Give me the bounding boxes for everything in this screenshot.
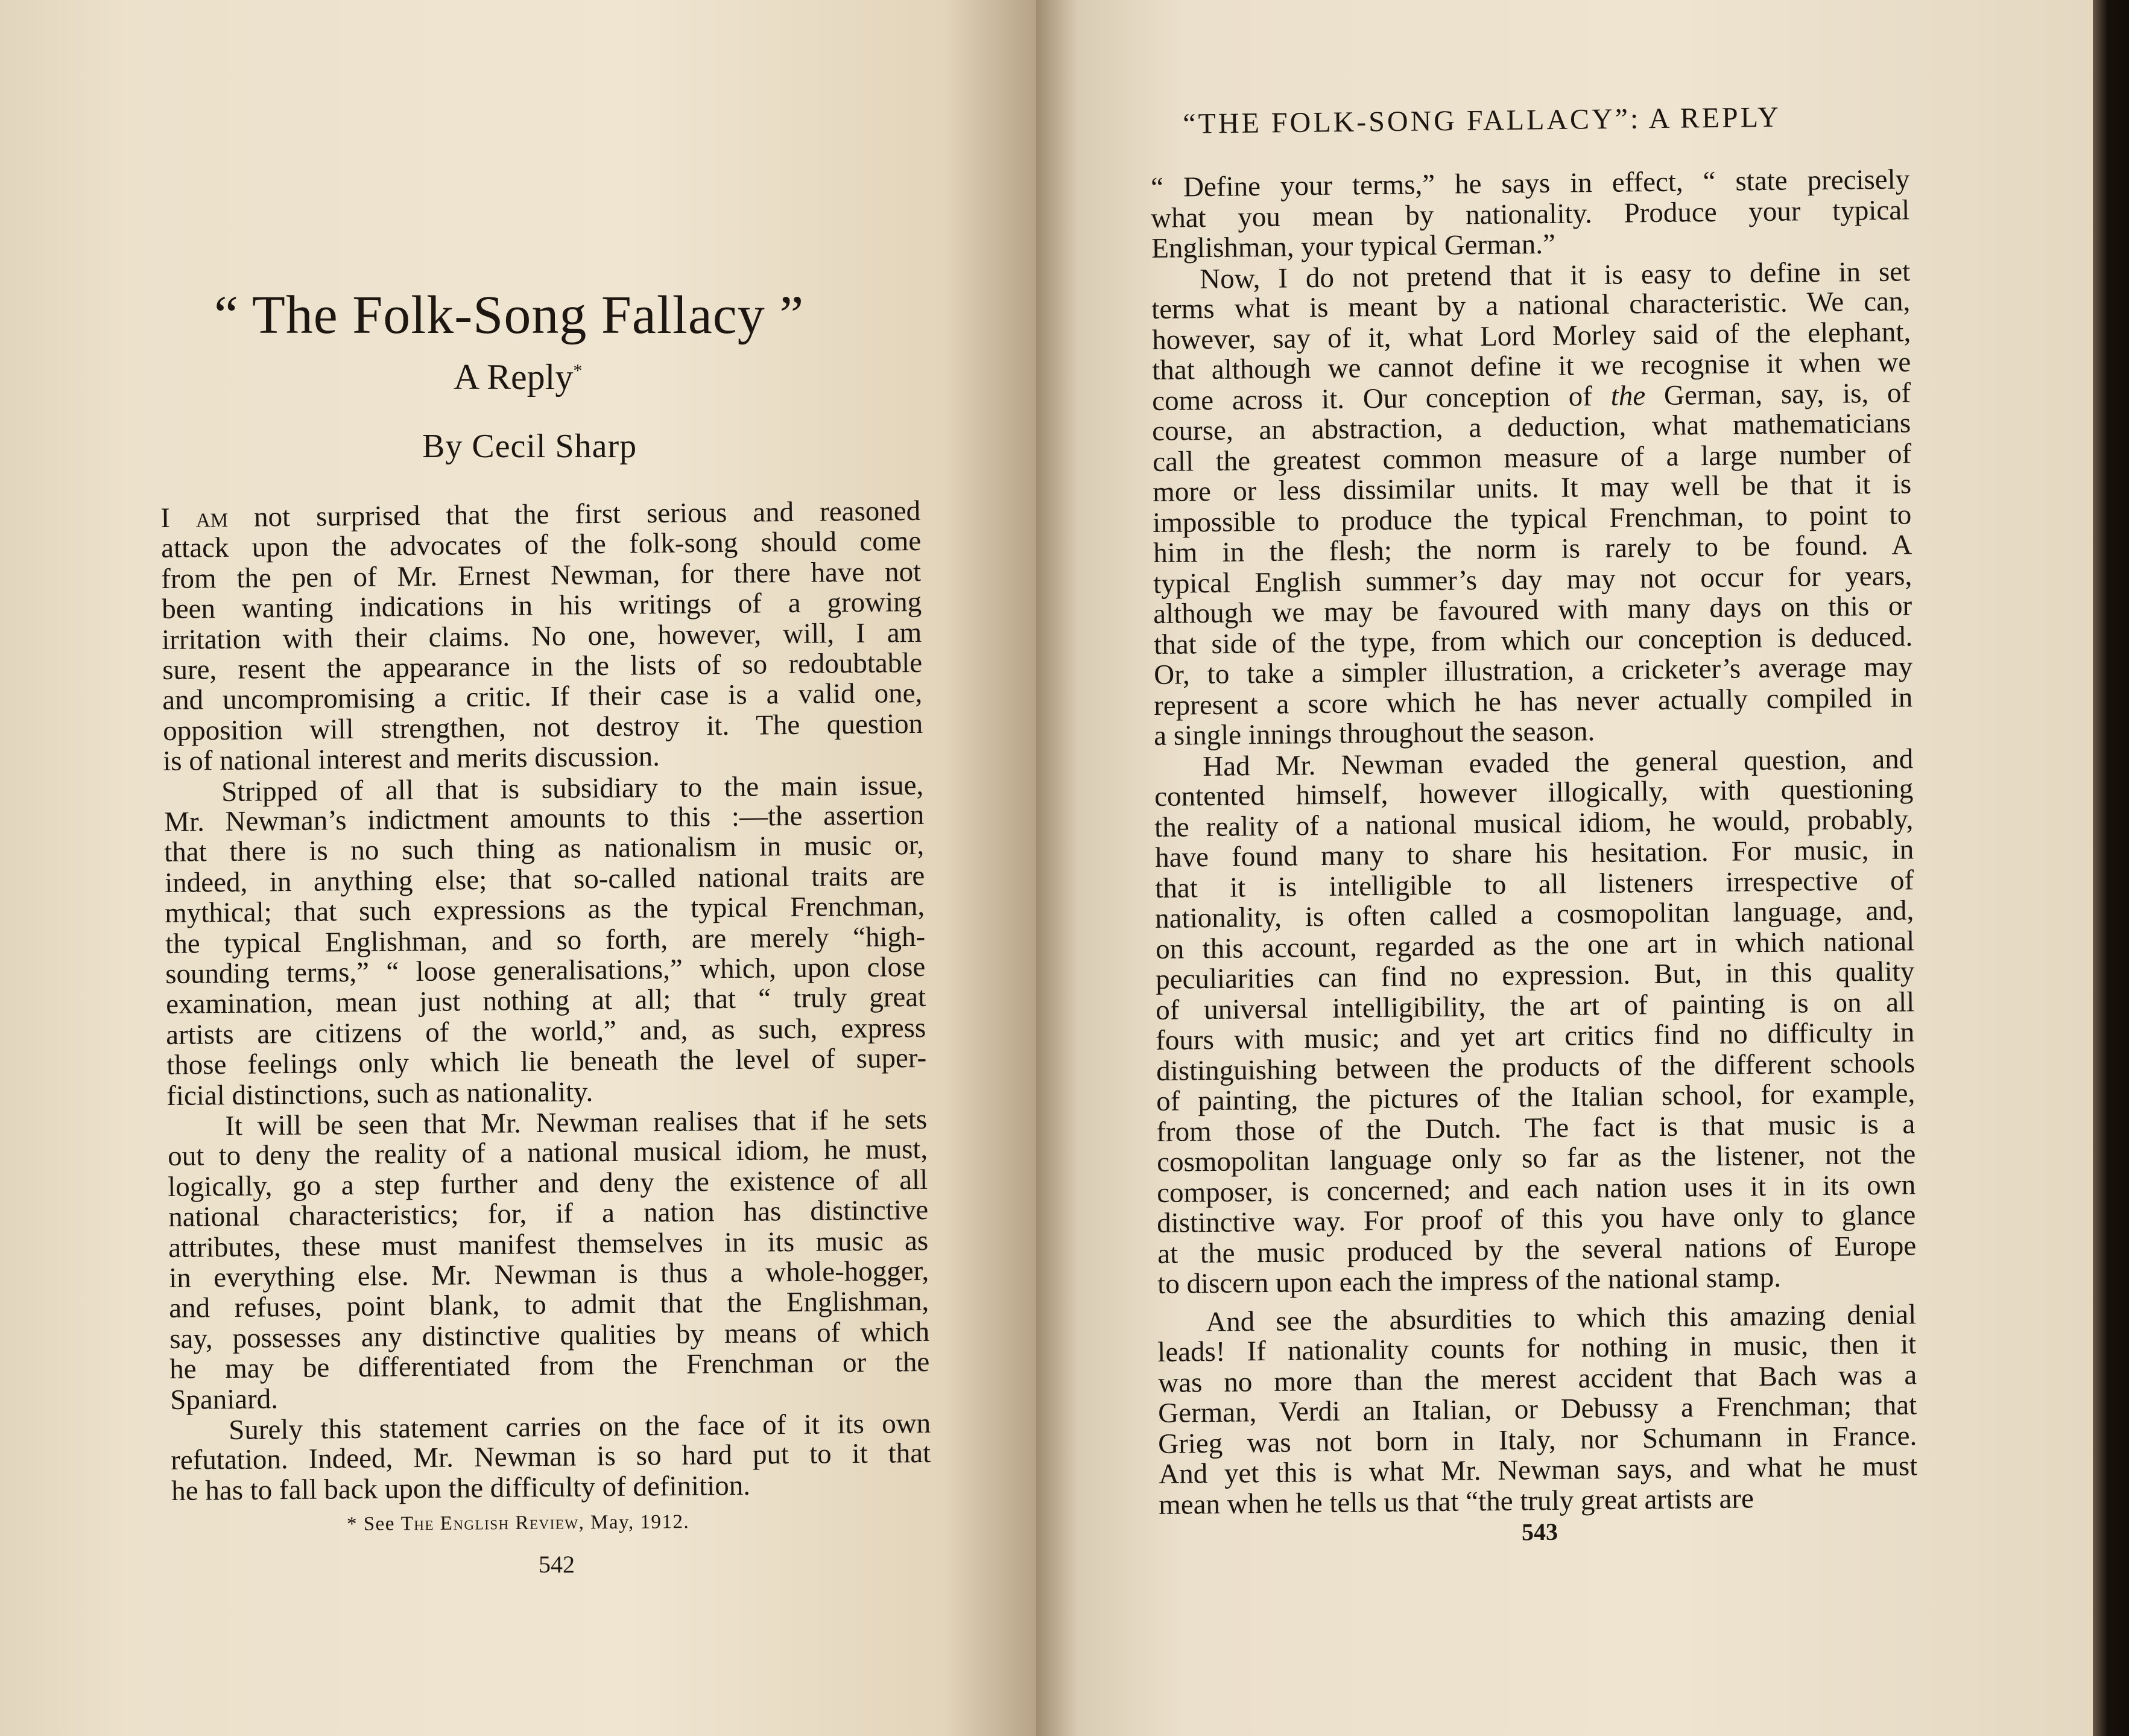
text-line: have found many to share his hesitation. For music, in <box>1154 834 1914 873</box>
text-line: Or, to take a simpler illustration, a cricketer’s average may <box>1153 651 1913 691</box>
text-line: Spaniard. <box>169 1383 279 1416</box>
book-edge <box>2093 0 2129 1736</box>
text-line: call the greatest common measure of a large number of <box>1152 437 1912 478</box>
text-line: he may be differentiated from the Frenchman or the <box>169 1346 930 1386</box>
article-title: “ The Folk-Song Fallacy ” <box>214 285 805 345</box>
text-line: however, say of it, what Lord Morley said of the elephant, <box>1151 315 1911 356</box>
text-line: distinguishing between the products of the different schools <box>1156 1047 1915 1087</box>
article-subtitle: A Reply* <box>454 357 583 397</box>
text-line: of painting, the pictures of the Italian school, for example, <box>1156 1077 1915 1117</box>
text-line: typical English summer’s day may not occur for years, <box>1153 559 1912 600</box>
text-line: a single innings throughout the season. <box>1154 715 1595 752</box>
text-line: mean when he tells us that “the truly great artists are <box>1158 1482 1754 1521</box>
text-line: artists are citizens of the world,” and, as such, express <box>166 1012 926 1051</box>
text-line: contented himself, however illogically, with questioning <box>1154 773 1914 813</box>
footnote: * See The English Review, May, 1912. <box>346 1511 690 1535</box>
text-line: Now, I do not pretend that it is easy to define in set <box>1199 255 1911 295</box>
text-line: and uncompromising a critic. If their case is a valid one, <box>162 677 923 717</box>
author-byline: By Cecil Sharp <box>422 428 637 465</box>
text-line: impossible to produce the typical Frenchman, to point to <box>1153 498 1912 539</box>
running-header: “THE FOLK-SONG FALLACY”: A REPLY <box>1183 101 1782 140</box>
text-line: represent a score which he has never actually compiled in <box>1154 681 1913 721</box>
text-line: that side of the type, from which our conception is deduced. <box>1153 620 1912 661</box>
text-line: and refuses, point blank, to admit that the Englishman, <box>169 1285 929 1325</box>
text-line: distinctive way. For proof of this you have only to glance <box>1157 1199 1916 1239</box>
text-line: I am not surprised that the first serious and reasoned <box>160 495 921 534</box>
text-line: been wanting indications in his writings of a growing <box>161 586 922 626</box>
text-line: cosmopolitan language only so far as the listener, not the <box>1156 1138 1916 1178</box>
text-line: what you mean by nationality. Produce your typical <box>1151 194 1910 234</box>
text-line: come across it. Our conception of the German, say, is, of <box>1152 376 1911 417</box>
text-line: irritation with their claims. No one, however, will, I am <box>162 616 922 656</box>
text-line: “ Define your terms,” he says in effect, “ state precisely <box>1150 163 1910 203</box>
text-line: It will be seen that Mr. Newman realises that if he sets <box>224 1103 928 1142</box>
text-line: in everything else. Mr. Newman is thus a whole-hogger, <box>168 1255 929 1294</box>
text-line: Mr. Newman’s indictment amounts to this :—the assertion <box>163 799 924 838</box>
text-line: Had Mr. Newman evaded the general question, and <box>1202 743 1914 782</box>
text-line: sounding terms,” “ loose generalisations,” which, upon close <box>165 951 926 990</box>
text-line: leads! If nationality counts for nothing in music, then it <box>1157 1328 1917 1368</box>
text-line: to discern upon each the impress of the national stamp. <box>1157 1261 1782 1300</box>
text-line: from the pen of Mr. Ernest Newman, for there have not <box>161 556 922 595</box>
footnote-mark: * <box>573 361 583 381</box>
text-line: Surely this statement carries on the face of it its own <box>228 1407 931 1446</box>
text-line: Englishman, your typical German.” <box>1151 228 1555 264</box>
text-line: of universal intelligibility, the art of painting is on all <box>1156 986 1915 1026</box>
text-line: composer, is concerned; and each nation uses it in its own <box>1156 1168 1916 1209</box>
text-line: more or less dissimilar units. It may well be that it is <box>1152 468 1912 508</box>
text-line: opposition will strengthen, not destroy it. The question <box>162 708 923 747</box>
text-line: Stripped of all that is subsidiary to the main issue, <box>221 769 924 808</box>
text-line: nationality, is often called a cosmopolitan language, and, <box>1155 895 1914 934</box>
text-line: ficial distinctions, such as nationality. <box>166 1075 593 1112</box>
text-line: national characteristics; for, if a nation has distinctive <box>168 1194 929 1234</box>
text-line: him in the flesh; the norm is rarely to be found. A <box>1153 529 1912 569</box>
text-line: German, Verdi an Italian, or Debussy a Frenchman; that <box>1157 1389 1917 1429</box>
text-line: on this account, regarded as the one art in which national <box>1155 925 1914 965</box>
left-page <box>0 0 1048 1736</box>
text-line: those feelings only which lie beneath the level of super- <box>166 1042 927 1082</box>
text-line: mythical; that such expressions as the typical Frenchman, <box>165 890 925 930</box>
text-line: terms what is meant by a national characteristic. We can, <box>1151 285 1911 325</box>
text-line: out to deny the reality of a national musical idiom, he must, <box>167 1133 928 1173</box>
text-line: fours with music; and yet art critics find no difficulty in <box>1156 1016 1915 1056</box>
right-page <box>1036 0 2093 1736</box>
text-line: And see the absurdities to which this amazing denial <box>1206 1298 1917 1338</box>
text-line: he has to fall back upon the difficulty of definition. <box>171 1469 750 1507</box>
text-line: is of national interest and merits discussion. <box>163 741 660 778</box>
text-line: the typical Englishman, and so forth, are merely “high- <box>165 920 926 960</box>
text-line: that although we cannot define it we recognise it when we <box>1151 346 1911 386</box>
text-line: attributes, these must manifest themselves in its music as <box>168 1224 929 1264</box>
text-line: say, possesses any distinctive qualities by means of which <box>169 1316 930 1355</box>
page-number-left: 542 <box>539 1551 575 1578</box>
text-line: sure, resent the appearance in the lists of so redoubtable <box>162 647 923 686</box>
text-line: Grieg was not born in Italy, nor Schumann in France. <box>1158 1419 1917 1460</box>
text-line: was no more than the merest accident that Bach was a <box>1157 1358 1917 1399</box>
text-line: that it is intelligible to all listeners irrespective of <box>1154 864 1914 904</box>
text-line: at the music produced by the several nations of Europe <box>1157 1229 1916 1270</box>
text-line: examination, mean just nothing at all; that “ truly great <box>165 981 926 1021</box>
text-line: the reality of a national musical idiom, he would, probably, <box>1154 803 1914 843</box>
text-line: refutation. Indeed, Mr. Newman is so hard put to it that <box>171 1437 931 1477</box>
text-line: that there is no such thing as nationalism in music or, <box>164 829 925 869</box>
page-number-right: 543 <box>1521 1518 1558 1546</box>
text-line: attack upon the advocates of the folk-song should come <box>160 525 921 565</box>
text-line: course, an abstraction, a deduction, what mathematicians <box>1152 407 1911 447</box>
text-line: peculiarities can find no expression. But, in this quality <box>1155 955 1915 995</box>
text-line: although we may be favoured with many days on this or <box>1153 590 1912 630</box>
text-line: logically, go a step further and deny the existence of all <box>168 1164 928 1203</box>
text-line: from those of the Dutch. The fact is that music is a <box>1156 1107 1915 1148</box>
text-line: indeed, in anything else; that so-called national traits are <box>164 860 925 899</box>
text-line: And yet this is what Mr. Newman says, and what he must <box>1158 1450 1918 1490</box>
